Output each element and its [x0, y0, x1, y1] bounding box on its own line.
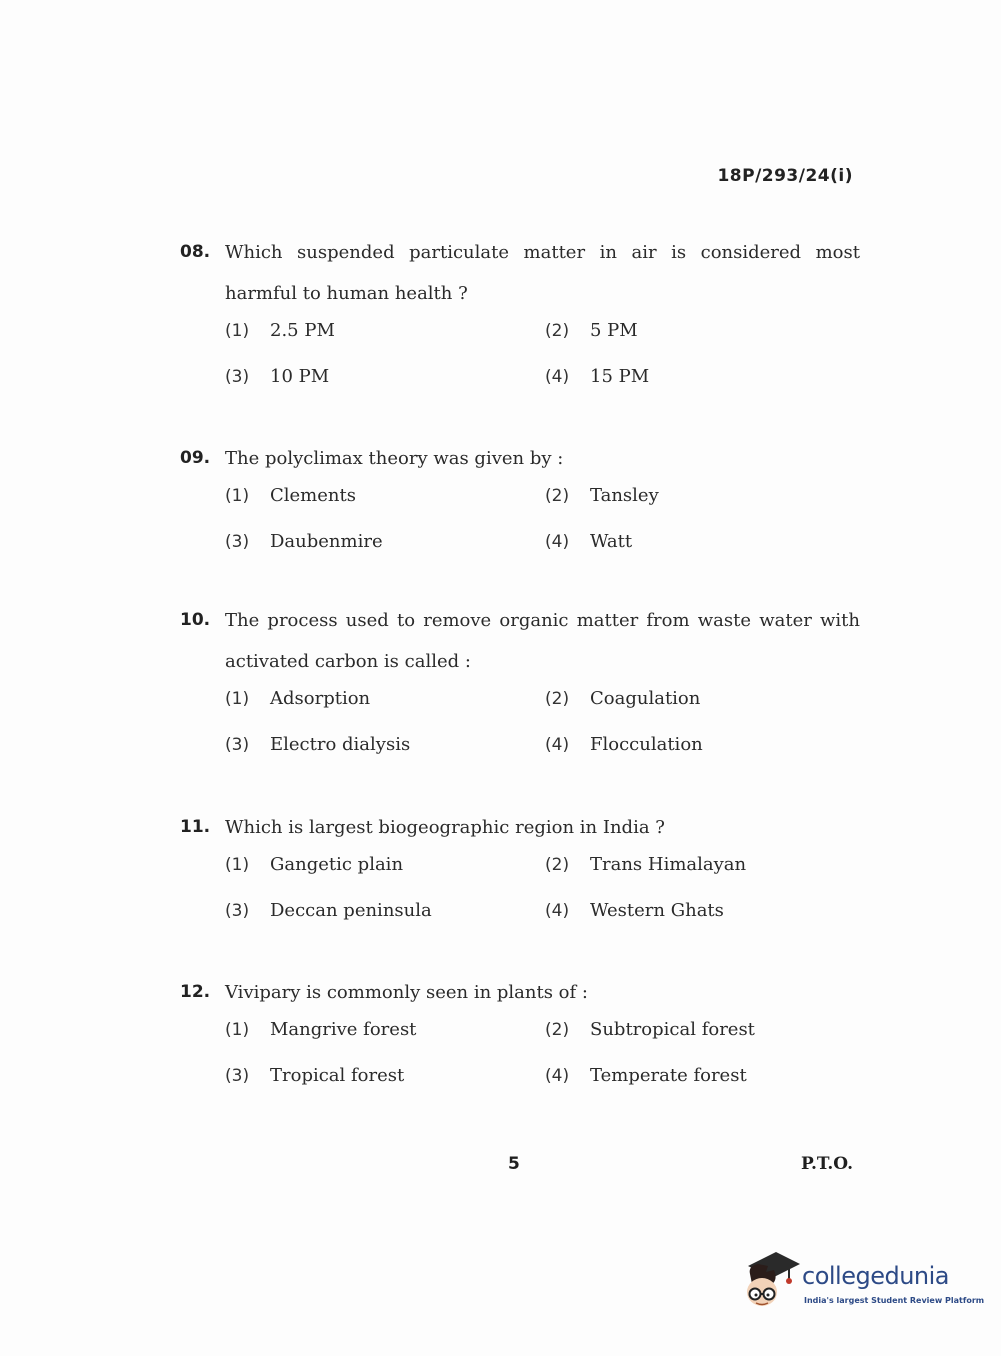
- option-number: (2): [545, 855, 570, 875]
- options-row: [225, 1065, 860, 1111]
- option-item: [545, 900, 724, 921]
- option-item: [225, 734, 410, 755]
- question-text: The process used to remove organic matter from waste water with activated carbon is called :: [225, 610, 860, 672]
- pto-label: P.T.O.: [801, 1154, 853, 1174]
- question-item: [180, 448, 860, 577]
- options-row: [225, 366, 860, 412]
- option-number: (1): [225, 486, 250, 506]
- option-item: [225, 688, 370, 709]
- option-item: [225, 900, 432, 921]
- option-item: [545, 531, 632, 552]
- options-group: [225, 1019, 860, 1111]
- option-label: Mangrive forest: [270, 1019, 417, 1040]
- option-number: (1): [225, 689, 250, 709]
- option-item: [545, 734, 703, 755]
- option-item: [225, 485, 356, 506]
- question-number: 10.: [180, 610, 211, 630]
- options-row: [225, 854, 860, 900]
- brand-tagline: India's largest Student Review Platform: [804, 1296, 985, 1305]
- option-number: (1): [225, 1020, 250, 1040]
- question-text: Vivipary is commonly seen in plants of :: [225, 982, 588, 1003]
- question-text: Which suspended particulate matter in air is considered most harmful to human health ?: [225, 242, 860, 304]
- question-item: [180, 610, 860, 780]
- question-text: Which is largest biogeographic region in India ?: [225, 817, 665, 838]
- option-item: [545, 854, 746, 875]
- brand-logo: [742, 1248, 985, 1318]
- options-row: [225, 531, 860, 577]
- paper-code: 18P/293/24(i): [717, 166, 853, 186]
- option-number: (4): [545, 1066, 570, 1086]
- option-label: Trans Himalayan: [590, 854, 747, 875]
- page-number: 5: [508, 1154, 520, 1174]
- option-label: Tansley: [590, 485, 659, 506]
- option-label: Gangetic plain: [270, 854, 404, 875]
- options-row: [225, 320, 860, 366]
- option-item: [225, 1065, 404, 1086]
- option-label: Tropical forest: [270, 1065, 405, 1086]
- options-group: [225, 854, 860, 946]
- options-group: [225, 688, 860, 780]
- mascot-icon: [742, 1250, 802, 1312]
- option-number: (2): [545, 321, 570, 341]
- option-label: 10 PM: [270, 366, 330, 387]
- option-label: Temperate forest: [590, 1065, 747, 1086]
- option-number: (2): [545, 1020, 570, 1040]
- option-label: Coagulation: [590, 688, 701, 709]
- option-label: Adsorption: [270, 688, 371, 709]
- option-number: (4): [545, 735, 570, 755]
- option-number: (2): [545, 689, 570, 709]
- option-number: (4): [545, 901, 570, 921]
- options-group: [225, 320, 860, 412]
- options-row: [225, 900, 860, 946]
- question-number: 08.: [180, 242, 211, 262]
- option-label: 15 PM: [590, 366, 650, 387]
- question-number: 12.: [180, 982, 211, 1002]
- brand-name: collegedunia: [802, 1262, 950, 1290]
- option-number: (3): [225, 1066, 250, 1086]
- option-number: (3): [225, 735, 250, 755]
- option-number: (1): [225, 321, 250, 341]
- option-item: [545, 320, 638, 341]
- option-label: Watt: [590, 531, 633, 552]
- option-label: Flocculation: [590, 734, 703, 755]
- option-item: [225, 1019, 416, 1040]
- question-number: 11.: [180, 817, 211, 837]
- option-item: [545, 688, 700, 709]
- option-item: [225, 531, 383, 552]
- option-number: (2): [545, 486, 570, 506]
- option-item: [225, 854, 403, 875]
- option-label: Western Ghats: [590, 900, 724, 921]
- option-number: (3): [225, 367, 250, 387]
- question-item: [180, 982, 860, 1111]
- question-item: [180, 242, 860, 412]
- options-row: [225, 1019, 860, 1065]
- option-item: [545, 1019, 755, 1040]
- option-number: (1): [225, 855, 250, 875]
- option-label: Daubenmire: [270, 531, 383, 552]
- options-group: [225, 485, 860, 577]
- option-label: Electro dialysis: [270, 734, 411, 755]
- option-item: [545, 485, 659, 506]
- option-label: 5 PM: [590, 320, 638, 341]
- options-row: [225, 485, 860, 531]
- options-row: [225, 688, 860, 734]
- option-label: Deccan peninsula: [270, 900, 432, 921]
- question-number: 09.: [180, 448, 211, 468]
- question-item: [180, 817, 860, 946]
- option-item: [545, 366, 649, 387]
- option-number: (4): [545, 532, 570, 552]
- question-text: The polyclimax theory was given by :: [225, 448, 564, 469]
- option-item: [225, 320, 335, 341]
- option-label: Clements: [270, 485, 356, 506]
- option-item: [545, 1065, 747, 1086]
- option-label: Subtropical forest: [590, 1019, 755, 1040]
- option-number: (3): [225, 901, 250, 921]
- option-number: (4): [545, 367, 570, 387]
- option-label: 2.5 PM: [270, 320, 335, 341]
- option-item: [225, 366, 329, 387]
- option-number: (3): [225, 532, 250, 552]
- options-row: [225, 734, 860, 780]
